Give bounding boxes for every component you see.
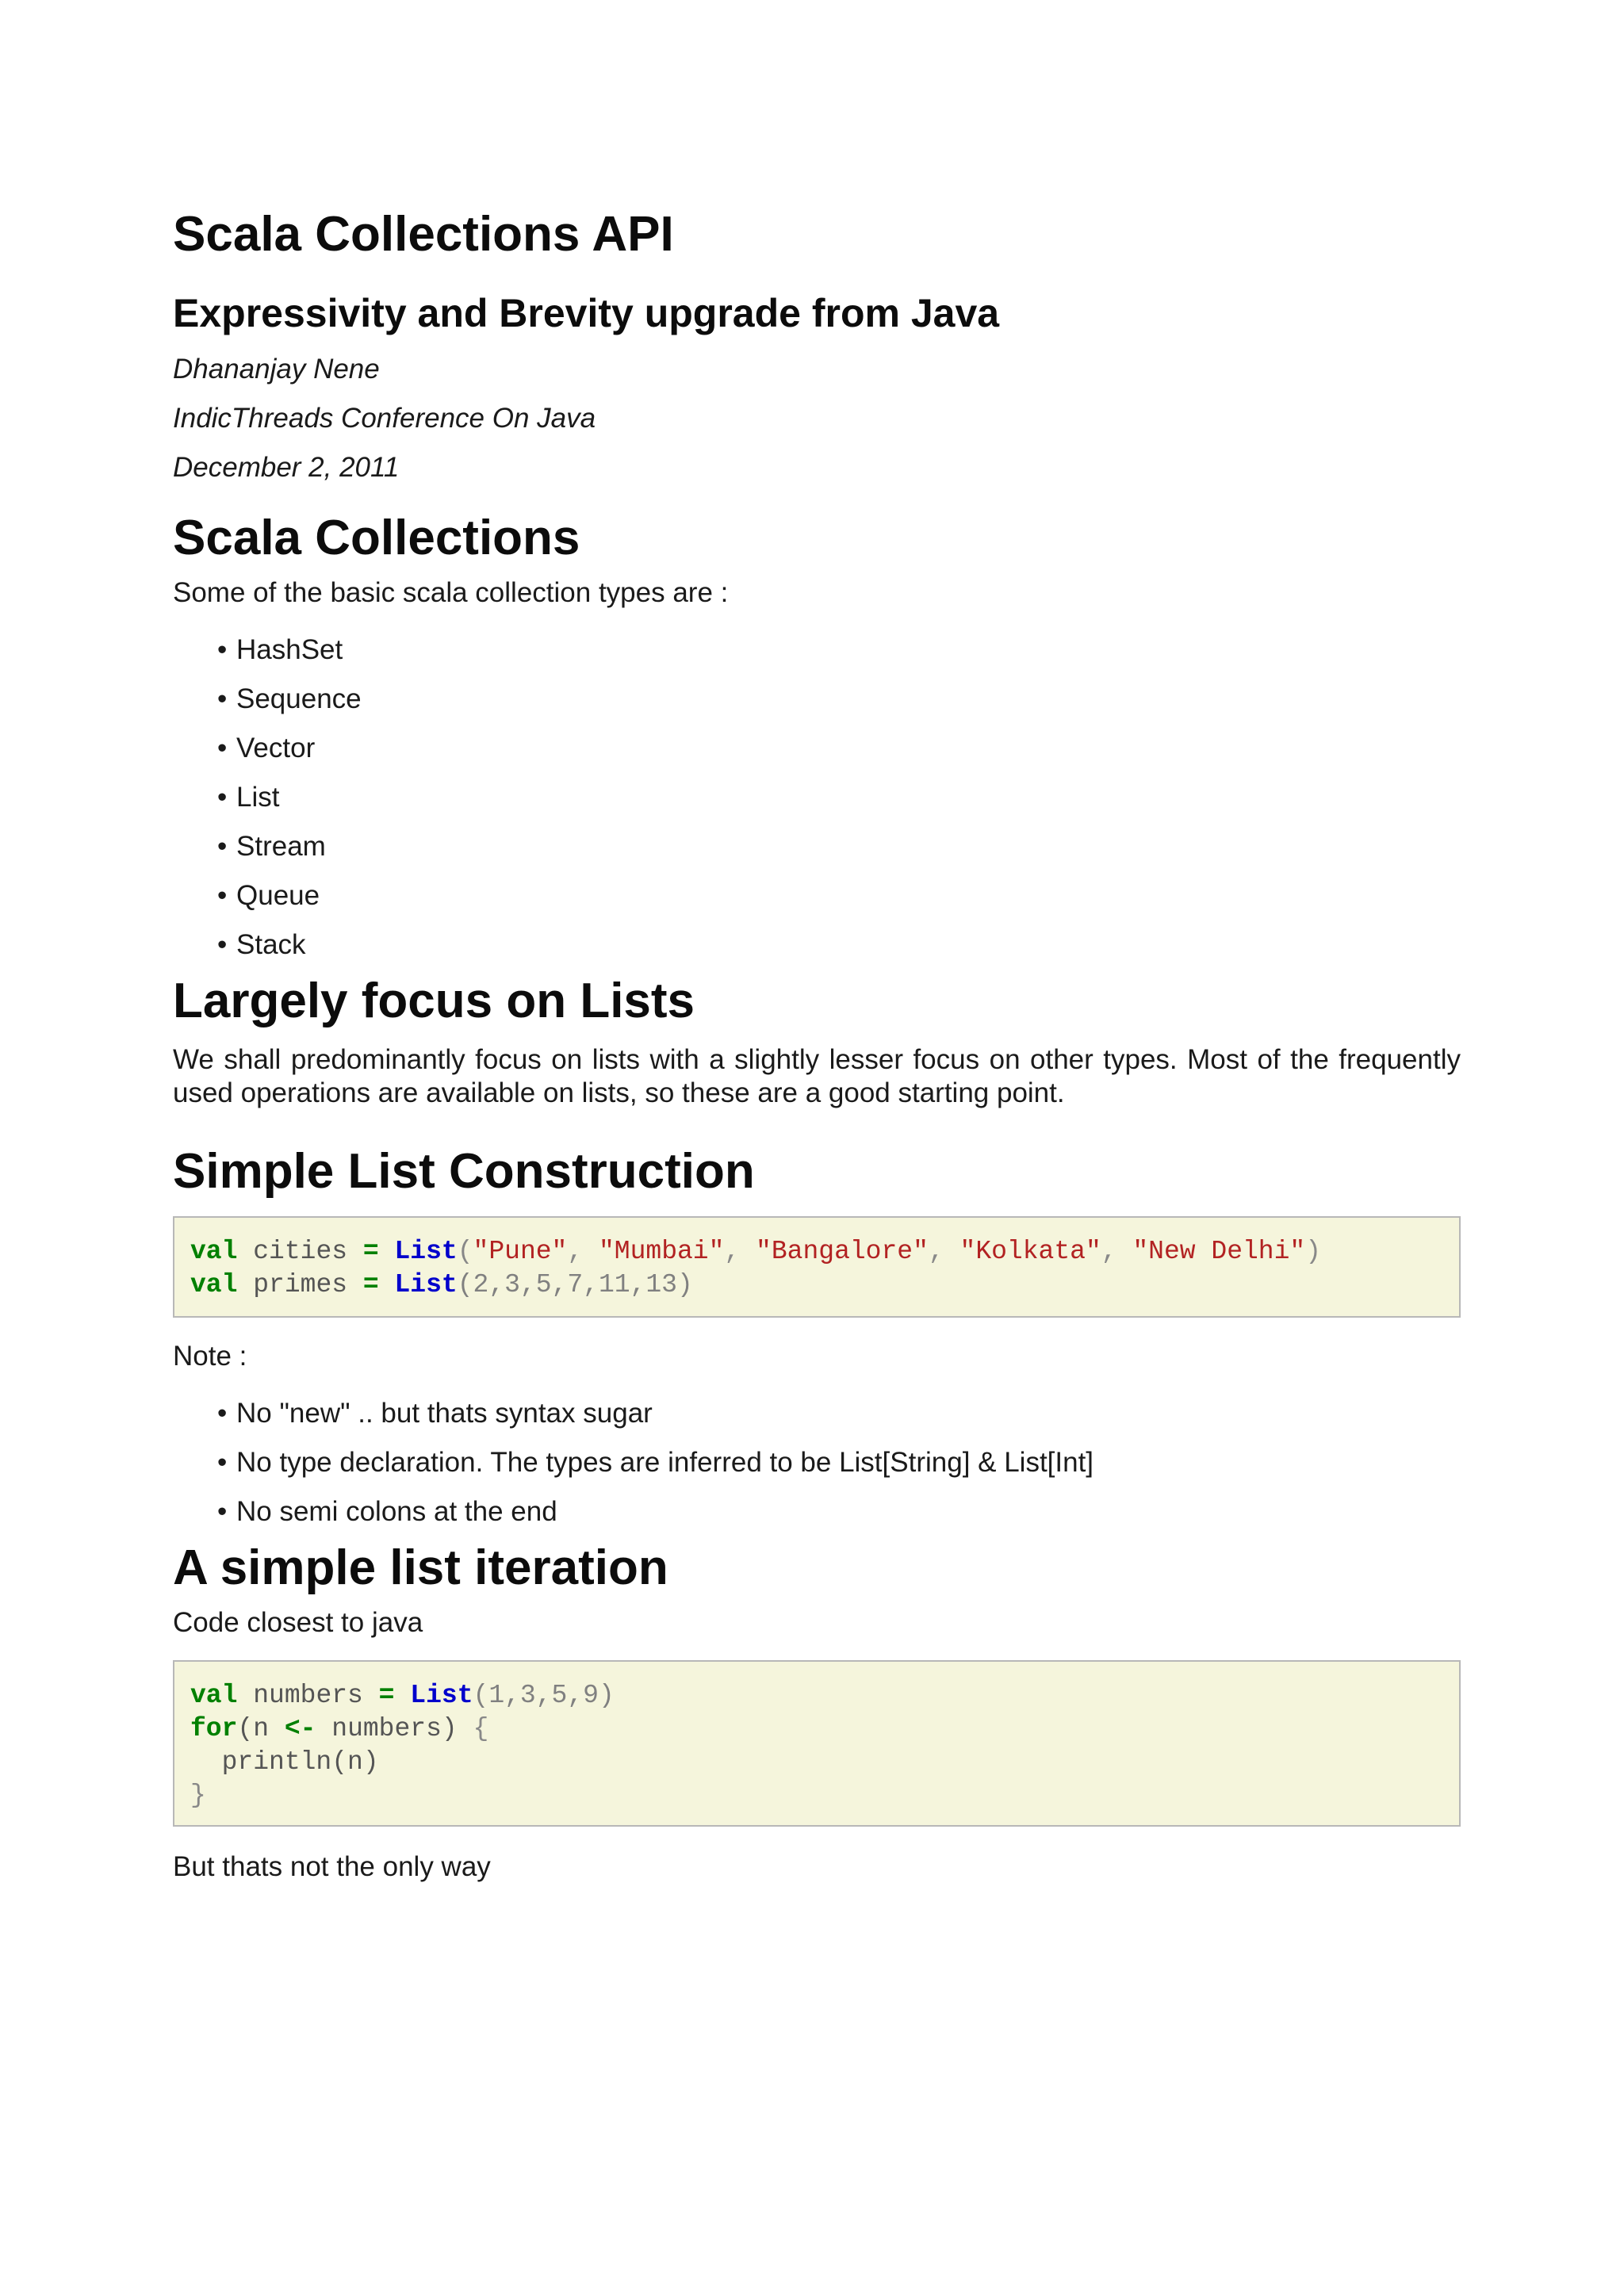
list-item: • HashSet [217, 634, 343, 666]
code-line: val primes = List(2,3,5,7,11,13) [190, 1269, 693, 1299]
collections-intro: Some of the basic scala collection types are : [173, 577, 729, 609]
document-subtitle: Expressivity and Brevity upgrade from Java [173, 291, 1000, 336]
note-label: Note : [173, 1340, 247, 1372]
author-name: Dhananjay Nene [173, 354, 380, 385]
list-item: • Stack [217, 929, 306, 961]
iteration-outro: But thats not the only way [173, 1850, 491, 1882]
list-item: • No semi colons at the end [217, 1495, 557, 1527]
bullet-icon: • [217, 929, 228, 961]
bullet-icon: • [217, 831, 228, 863]
code-line: val cities = List("Pune", "Mumbai", "Bangalore", "Kolkata", "New Delhi") [190, 1236, 1322, 1266]
list-item: • Sequence [217, 683, 362, 715]
list-item: • Vector [217, 733, 316, 764]
bullet-icon: • [217, 880, 228, 912]
bullet-icon: • [217, 782, 228, 813]
iteration-intro: Code closest to java [173, 1606, 423, 1638]
code-line: println(n) [221, 1747, 379, 1777]
section-heading-collections: Scala Collections [173, 511, 580, 566]
document-title: Scala Collections API [173, 207, 674, 262]
event-date: December 2, 2011 [173, 452, 400, 484]
collection-types-list [173, 633, 1461, 978]
bullet-icon: • [217, 733, 228, 764]
focus-paragraph: We shall predominantly focus on lists with a slightly lesser focus on other types. Most of the frequently used operations are available on lists, so these are a good starting point. [173, 1043, 1461, 1108]
document-page [173, 208, 1461, 1884]
section-heading-iteration: A simple list iteration [173, 1540, 668, 1595]
list-item: • No type declaration. The types are inferred to be List[String] & List[Int] [217, 1446, 1094, 1478]
section-heading-construction: Simple List Construction [173, 1143, 755, 1199]
bullet-icon: • [217, 1397, 228, 1429]
bullet-icon: • [217, 683, 228, 715]
bullet-icon: • [217, 634, 228, 666]
bullet-icon: • [217, 1495, 228, 1527]
section-heading-focus: Largely focus on Lists [173, 974, 695, 1029]
code-line: } [190, 1780, 206, 1810]
list-item: • Stream [217, 831, 326, 863]
event-name: IndicThreads Conference On Java [173, 403, 596, 434]
code-block-iteration [173, 1660, 1461, 1827]
list-item: • No "new" .. but thats syntax sugar [217, 1397, 653, 1429]
code-line: val numbers = List(1,3,5,9) [190, 1680, 615, 1710]
bullet-icon: • [217, 1446, 228, 1478]
list-item: • Queue [217, 880, 320, 912]
list-item: • List [217, 782, 280, 813]
notes-list [173, 1397, 1461, 1544]
code-line: for(n <- numbers) { [190, 1713, 489, 1743]
code-block-construction [173, 1216, 1461, 1318]
